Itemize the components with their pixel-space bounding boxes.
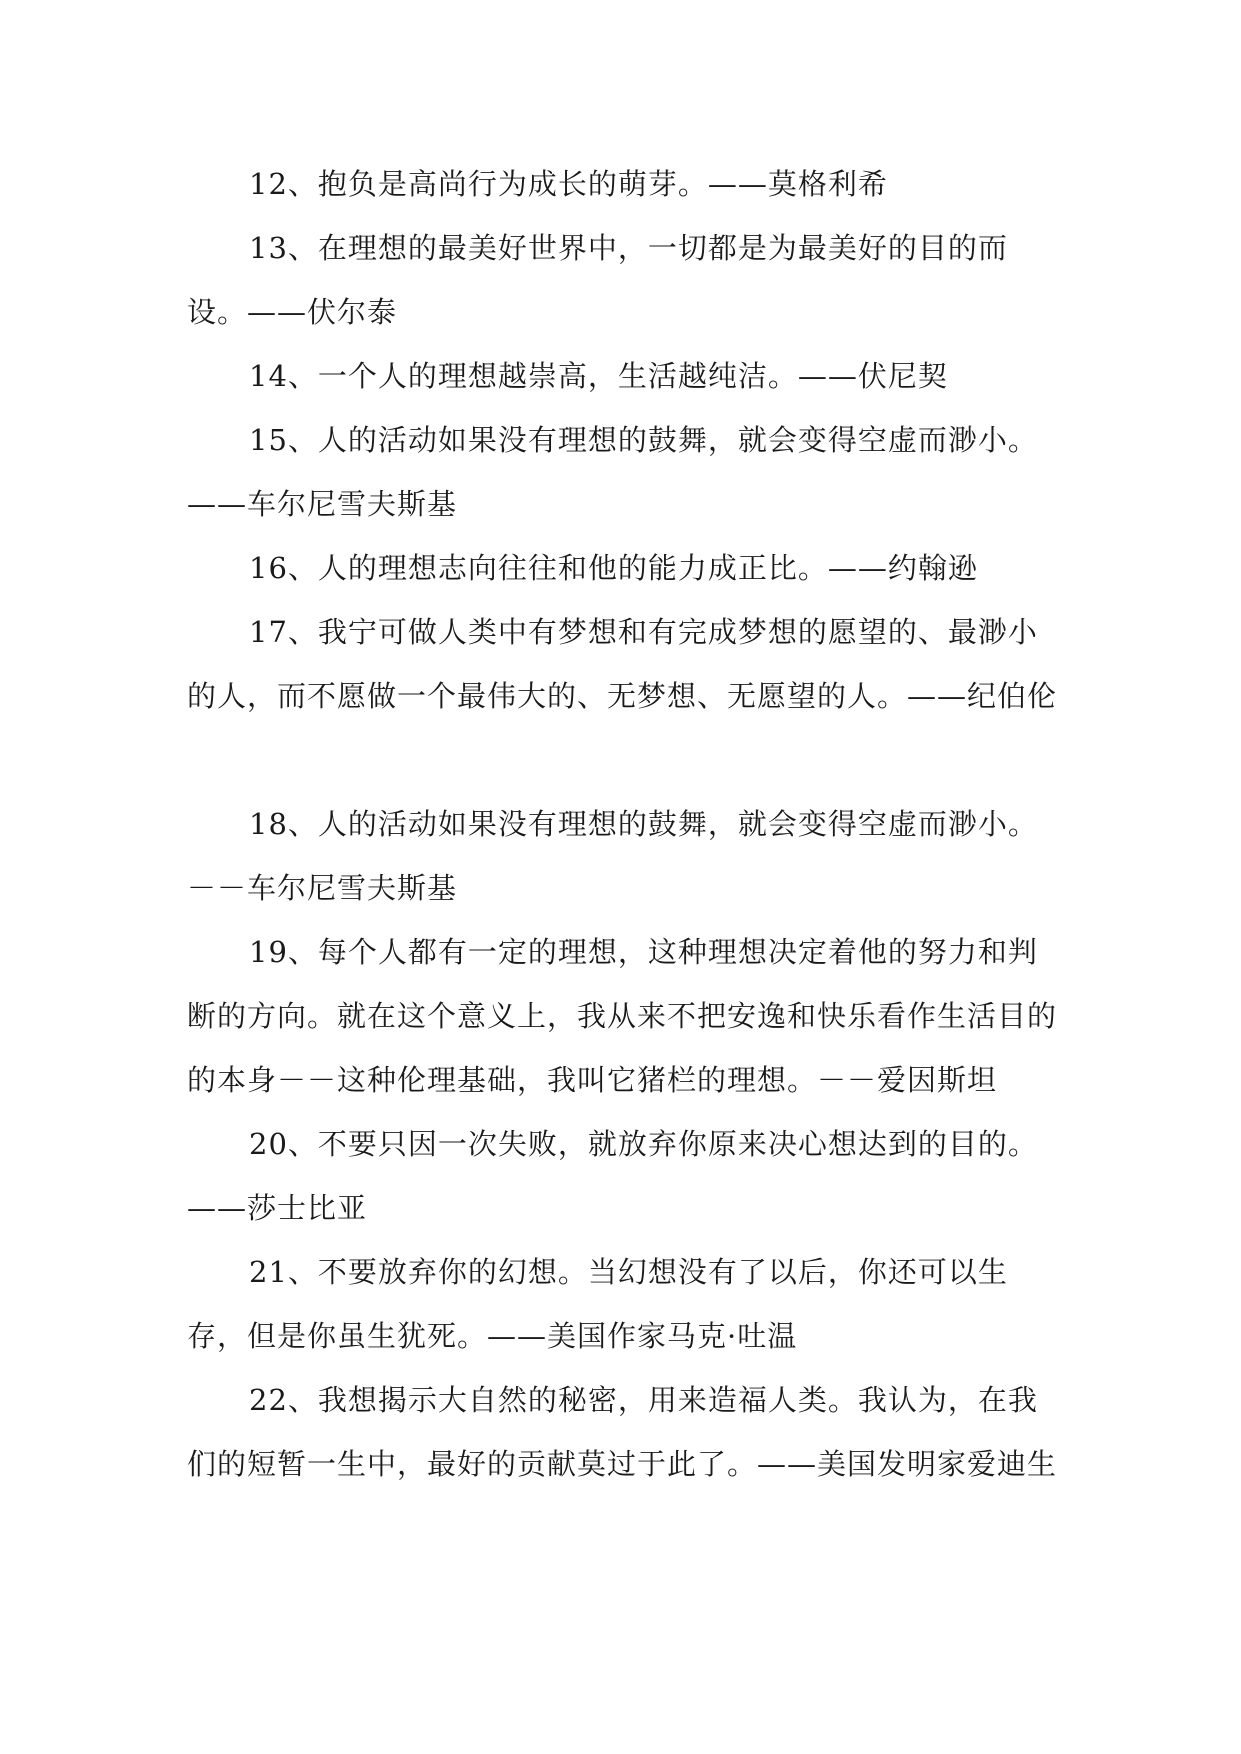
quote-paragraph-17: 17、我宁可做人类中有梦想和有完成梦想的愿望的、最渺小的人，而不愿做一个最伟大的、无梦想、无愿望的人。——纪伯伦 — [187, 615, 1058, 713]
quote-paragraph-16: 16、人的理想志向往往和他的能力成正比。——约翰逊 — [249, 551, 978, 585]
quote-paragraph-21: 21、不要放弃你的幻想。当幻想没有了以后，你还可以生存，但是你虽生犹死。——美国作家马克·吐温 — [187, 1255, 1008, 1353]
quote-paragraph-18: 18、人的活动如果没有理想的鼓舞，就会变得空虚而渺小。－－车尔尼雪夫斯基 — [187, 807, 1038, 905]
quote-paragraph-13: 13、在理想的最美好世界中，一切都是为最美好的目的而设。——伏尔泰 — [187, 231, 1008, 329]
quote-paragraph-15: 15、人的活动如果没有理想的鼓舞，就会变得空虚而渺小。——车尔尼雪夫斯基 — [187, 423, 1038, 521]
quote-paragraph-14: 14、一个人的理想越崇高，生活越纯洁。——伏尼契 — [249, 359, 948, 393]
quote-paragraph-22: 22、我想揭示大自然的秘密，用来造福人类。我认为，在我们的短暂一生中，最好的贡献莫过于此了。——美国发明家爱迪生 — [187, 1383, 1058, 1481]
quote-paragraph-12: 12、抱负是高尚行为成长的萌芽。——莫格利希 — [249, 167, 888, 201]
quote-paragraph-19: 19、每个人都有一定的理想，这种理想决定着他的努力和判断的方向。就在这个意义上，我从来不把安逸和快乐看作生活目的的本身－－这种伦理基础，我叫它猪栏的理想。－－爱因斯坦 — [187, 935, 1058, 1097]
quote-paragraph-20: 20、不要只因一次失败，就放弃你原来决心想达到的目的。——莎士比亚 — [187, 1127, 1038, 1225]
